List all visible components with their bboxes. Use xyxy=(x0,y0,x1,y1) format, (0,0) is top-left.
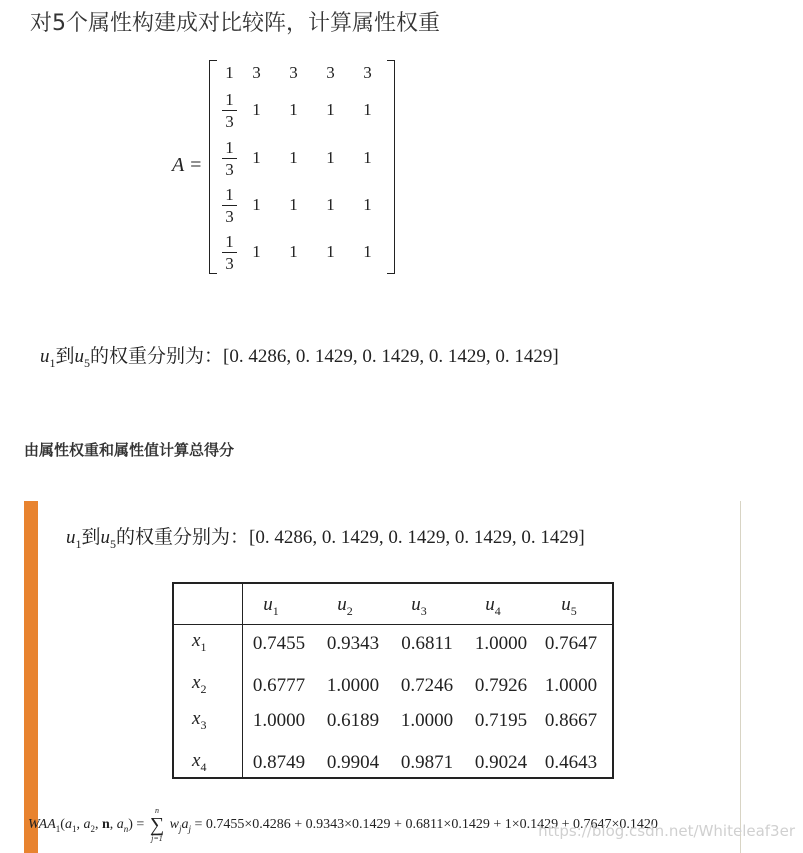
table-cell: 1.0000 xyxy=(544,675,598,696)
matrix-cell: 3 xyxy=(252,63,261,82)
matrix-cell: 1 xyxy=(252,195,261,214)
matrix-cell: 3 xyxy=(289,63,298,82)
matrix-cell: 1 xyxy=(289,242,298,261)
table-cell: 0.8667 xyxy=(544,710,598,731)
matrix-row-3 xyxy=(221,135,386,181)
attribute-value-table xyxy=(172,582,614,779)
matrix-cell: 1 xyxy=(326,195,335,214)
table-header: $u_2$ xyxy=(337,594,353,618)
matrix-cell: 1 xyxy=(252,148,261,167)
table-cell: 0.9024 xyxy=(474,752,528,773)
matrix-cell: 1 xyxy=(363,100,372,119)
table-cell: 1.0000 xyxy=(326,675,380,696)
table-header: $u_3$ xyxy=(411,594,427,618)
matrix-row-2 xyxy=(221,87,386,133)
table-cell: 0.8749 xyxy=(252,752,306,773)
table-cell: 0.7926 xyxy=(474,675,528,696)
matrix-cell: 1 xyxy=(289,195,298,214)
matrix-fraction: $\frac{1}{3}$ xyxy=(221,232,238,272)
matrix-fraction: $\frac{1}{3}$ xyxy=(221,138,238,178)
weights-values: [0. 4286, 0. 1429, 0. 1429, 0. 1429, 0. 1429] xyxy=(223,346,559,367)
weighted-score-formula: $WAA_1(a_1$, $a_2$, n, $a_n$) = n ∑ j=1 $w_ja_j = 0.7455\times 0.4286 + 0.9343\times 0.1429 + 0.6811\times 0.1429 + 1\times 0.1429 + 0.7647\times 0.1420$ xyxy=(28,806,658,843)
matrix-cell: 1 xyxy=(289,100,298,119)
matrix-right-bracket xyxy=(387,60,395,274)
formula-expansion: = 0.7455×0.4286 + 0.9343×0.1429 + 0.6811×0.1429 + 1×0.1429 + 0.7647×0.1420 xyxy=(194,817,658,833)
table-cell: 0.6189 xyxy=(326,710,380,731)
table-cell: 0.7246 xyxy=(400,675,454,696)
matrix-fraction: $\frac{1}{3}$ xyxy=(221,90,238,130)
matrix-cell: 1 xyxy=(326,242,335,261)
matrix-left-bracket xyxy=(209,60,217,274)
matrix-cell: 1 xyxy=(326,100,335,119)
table-cell: 0.7195 xyxy=(474,710,528,731)
matrix-cell: 1 xyxy=(363,195,372,214)
matrix-row-5 xyxy=(221,229,386,275)
table-cell: 0.9343 xyxy=(326,633,380,654)
blockquote-bar xyxy=(24,501,38,853)
matrix-cell: 1 xyxy=(289,148,298,167)
table-cell: 0.7455 xyxy=(252,633,306,654)
matrix-cell: 1 xyxy=(326,148,335,167)
table-header: $u_5$ xyxy=(561,594,577,618)
matrix-cell: 1 xyxy=(225,63,234,82)
matrix-cell: 1 xyxy=(363,242,372,261)
table-cell: 1.0000 xyxy=(400,710,454,731)
table-cell: 0.9871 xyxy=(400,752,454,773)
comparison-matrix xyxy=(209,60,395,274)
page-title: 对5个属性构建成对比较阵，计算属性权重 xyxy=(30,11,440,36)
weights-statement: $u_1$到$u_5$的权重分别为：[0. 4286, 0. 1429, 0. 1429, 0. 1429, 0. 1429] xyxy=(40,345,559,370)
quoted-weights-statement: $u_1$到$u_5$的权重分别为：[0. 4286, 0. 1429, 0. 1429, 0. 1429, 0. 1429] xyxy=(66,526,585,551)
matrix-cell: 1 xyxy=(252,100,261,119)
blockquote-right-rule xyxy=(740,501,741,853)
section-heading: 由属性权重和属性值计算总得分 xyxy=(24,441,235,459)
watermark: https://blog.csdn.net/Whiteleaf3er xyxy=(538,822,795,840)
row-label: $x_2$ xyxy=(192,672,207,696)
matrix-cell: 1 xyxy=(363,148,372,167)
matrix-cell: 1 xyxy=(252,242,261,261)
matrix-row-4 xyxy=(221,182,386,228)
weights-values: [0. 4286, 0. 1429, 0. 1429, 0. 1429, 0. 1429] xyxy=(249,527,585,548)
matrix-cell: 3 xyxy=(363,63,372,82)
table-header: $u_1$ xyxy=(263,594,279,618)
table-cell: 0.6811 xyxy=(401,633,453,654)
table-cell: 1.0000 xyxy=(252,710,306,731)
table-header: $u_4$ xyxy=(485,594,501,618)
matrix-cell: 3 xyxy=(326,63,335,82)
sum-symbol: n ∑ j=1 xyxy=(149,806,165,843)
table-cell: 1.0000 xyxy=(474,633,528,654)
table-cell: 0.4643 xyxy=(544,752,598,773)
table-cell: 0.6777 xyxy=(252,675,306,696)
matrix-label: A = xyxy=(172,154,203,176)
matrix-fraction: $\frac{1}{3}$ xyxy=(221,185,238,225)
row-label: $x_1$ xyxy=(192,630,207,654)
row-label: $x_4$ xyxy=(192,750,207,774)
row-label: $x_3$ xyxy=(192,708,207,732)
table-cell: 0.7647 xyxy=(544,633,598,654)
table-divider xyxy=(174,624,612,625)
table-cell: 0.9904 xyxy=(326,752,380,773)
